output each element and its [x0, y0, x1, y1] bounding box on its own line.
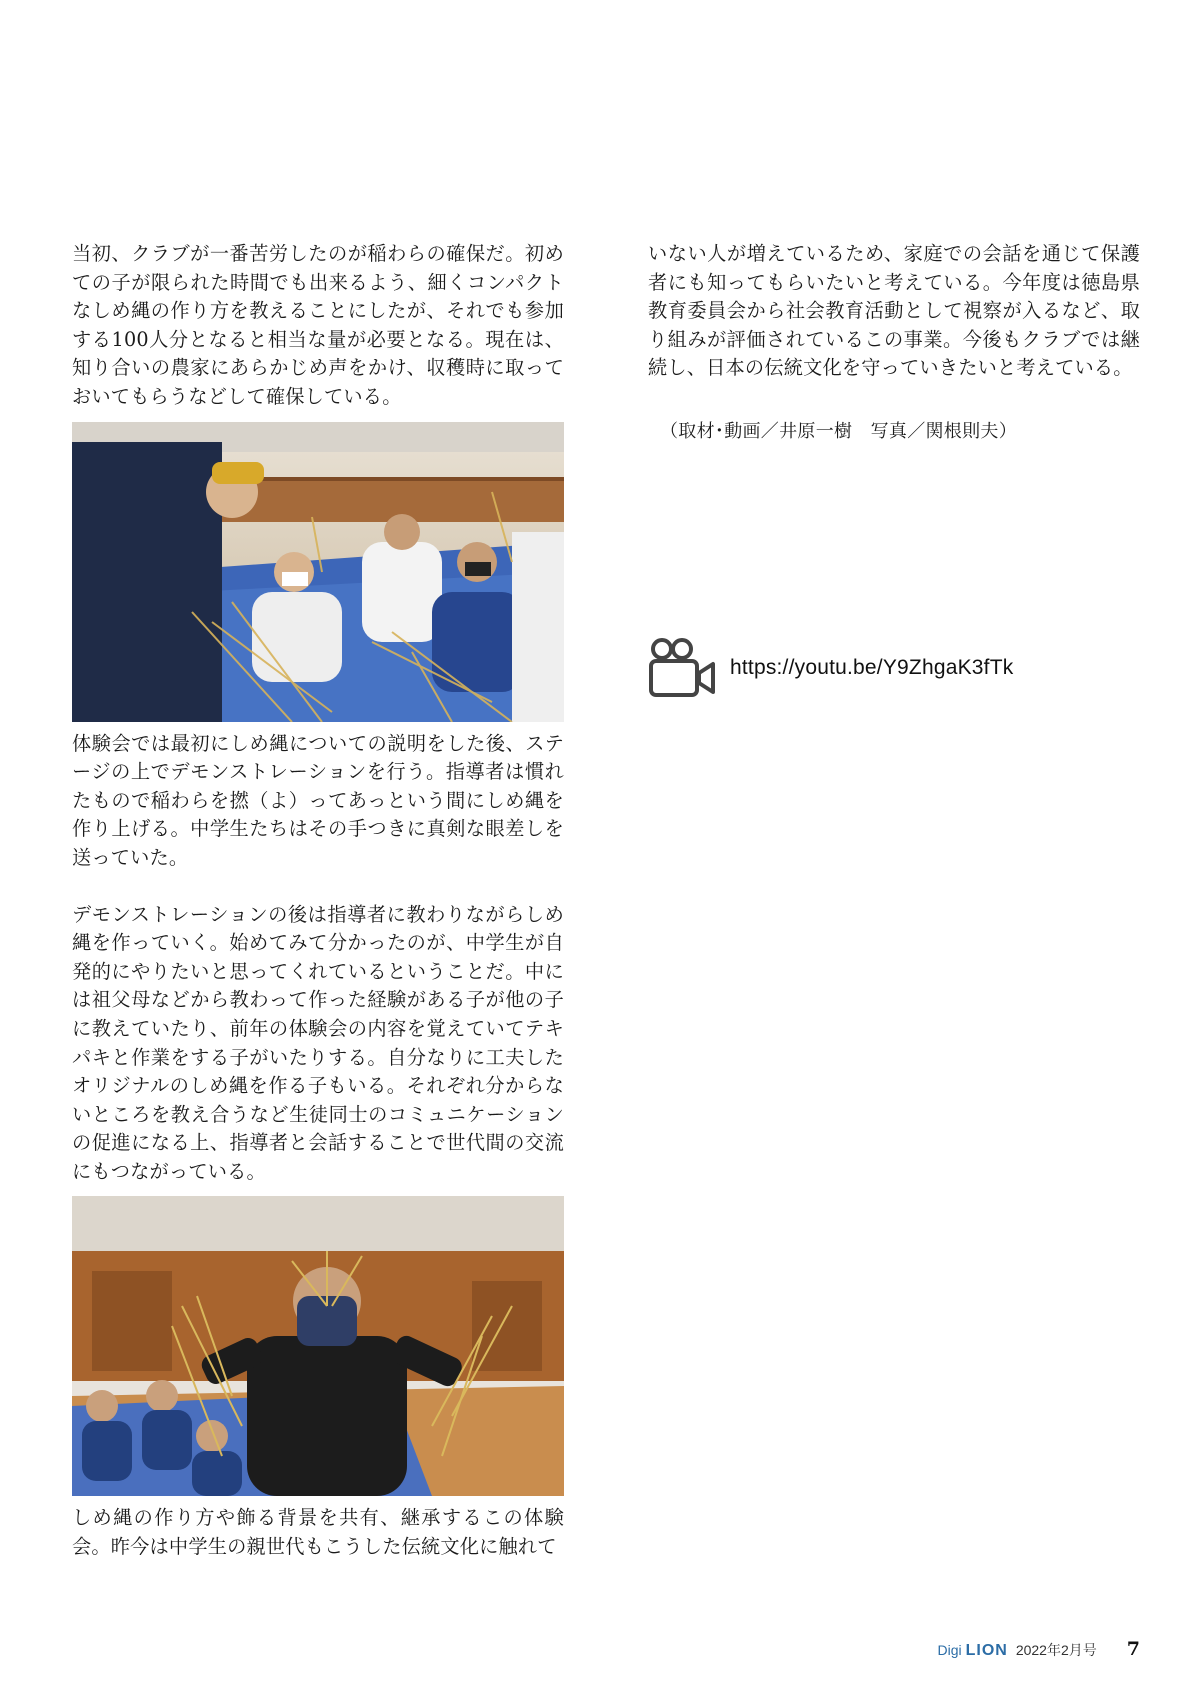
left-column — [72, 240, 564, 1562]
body-paragraph-5: いない人が増えているため、家庭での会話を通じて保護者にも知ってもらいたいと考えている。今年度は徳島県教育委員会から社会教育活動として視察が入るなど、取り組みが評価されているこの事業。今後もクラブでは継続し、日本の伝統文化を守っていきたいと考えている。 — [648, 242, 1140, 380]
body-paragraph-3: デモンストレーションの後は指導者に教わりながらしめ縄を作っていく。始めてみて分かったのが、中学生が自発的にやりたいと思ってくれているということだ。中には祖父母などから教わって作った経験がある子が他の子に教えていたり、前年の体験会の内容を覚えていてテキパキと作業をする子がいたりする。自分なりに工夫したオリジナルのしめ縄を作る子もいる。それぞれ分からないところを教え合うなど生徒同士のコミュニケーションの促進になる上、指導者と会話することで世代間の交流にもつながっている。 — [72, 902, 564, 1183]
page-number: 7 — [1126, 1638, 1140, 1660]
video-camera-icon — [648, 637, 716, 699]
body-paragraph-4: しめ縄の作り方や飾る背景を共有、継承するこの体験会。昨今は中学生の親世代もこうした伝統文化に触れて — [72, 1506, 564, 1559]
footer-digi: Digi — [937, 1642, 962, 1658]
page-footer — [937, 1638, 1140, 1660]
photo-workshop-students — [72, 422, 564, 722]
footer-lion-logo: LION — [965, 1642, 1008, 1659]
credit-line: （取材･動画／井原一樹 写真／関根則夫） — [660, 421, 1017, 442]
body-paragraph-2: 体験会では最初にしめ縄についての説明をした後、ステージの上でデモンストレーションを行う。指導者は慣れたもので稲わらを撚（よ）ってあっという間にしめ縄を作り上げる。中学生たちはその手つきに真剣な眼差しを送っていた。 — [72, 731, 564, 869]
footer-issue: 2022年2月号 — [1015, 1642, 1097, 1658]
photo-student-holding-straw — [72, 1196, 564, 1496]
right-column — [648, 240, 1140, 383]
video-url-link[interactable]: https://youtu.be/Y9ZhgaK3fTk — [730, 656, 1014, 679]
video-link-row — [648, 636, 1013, 700]
body-paragraph-1: 当初、クラブが一番苦労したのが稲わらの確保だ。初めての子が限られた時間でも出来るよう、細くコンパクトなしめ縄の作り方を教えることにしたが、それでも参加する100人分となると相当な量が必要となる。現在は、知り合いの農家にあらかじめ声をかけ、収穫時に取っておいてもらうなどして確保している。 — [72, 242, 564, 408]
